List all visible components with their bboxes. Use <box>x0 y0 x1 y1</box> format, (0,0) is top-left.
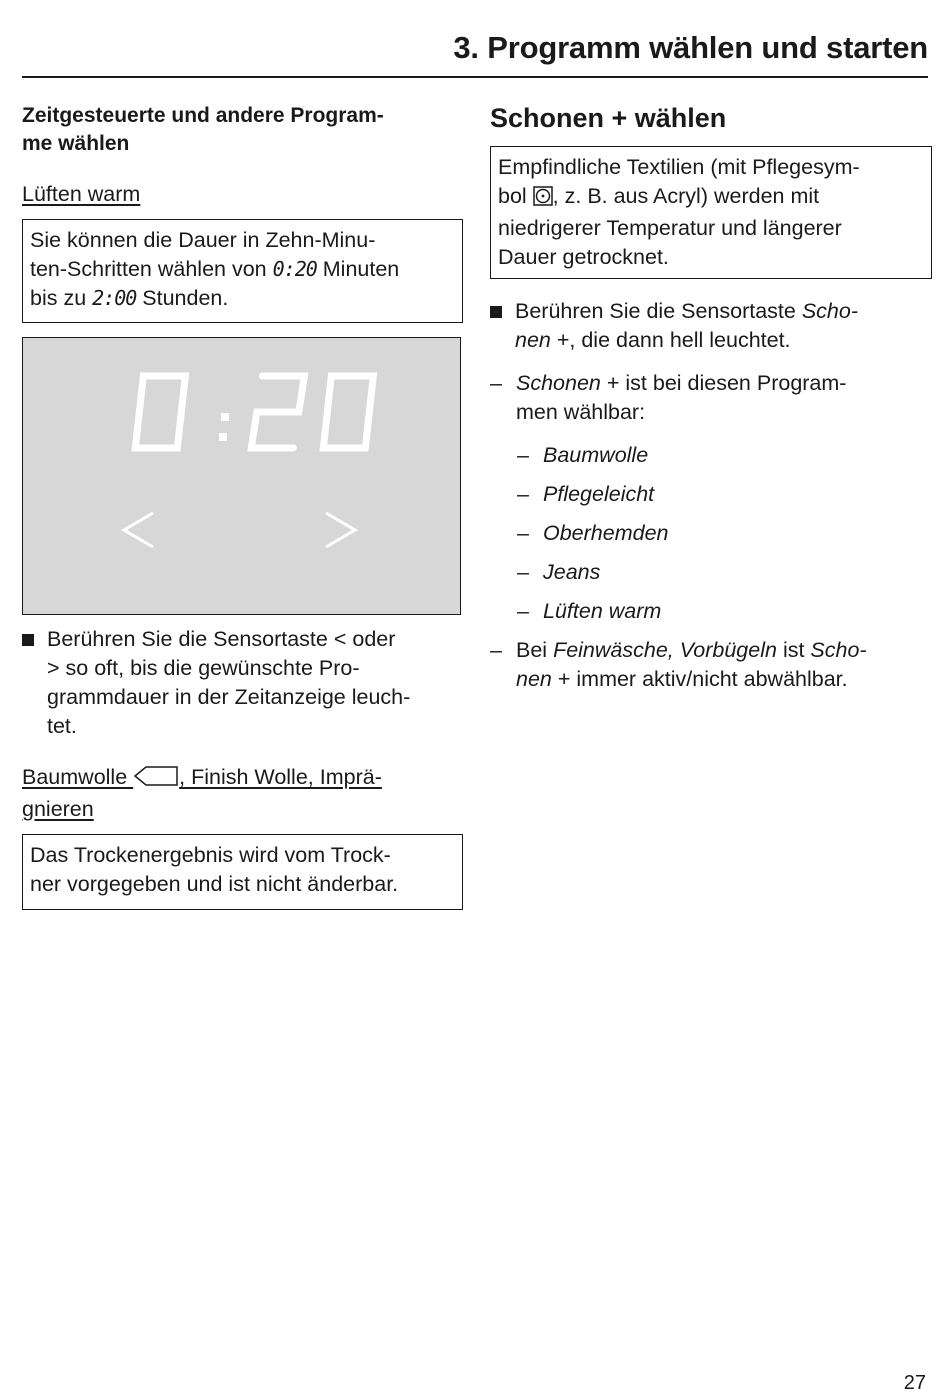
bullet-square-icon <box>490 306 502 318</box>
arrow-right-icon[interactable] <box>326 513 355 547</box>
bullet-square-icon <box>22 634 34 646</box>
iron-shape-icon <box>133 765 179 795</box>
right-column <box>490 100 932 694</box>
lcd-value-min: 0:20 <box>272 257 317 281</box>
bullet-instruction-arrows: Berühren Sie die Sensortaste < oder > so oft, bis die gewünschte Pro- grammdauer in der Zeitanzeige leuch- tet. <box>22 625 463 741</box>
page-number: 27 <box>903 1372 926 1394</box>
info-box-duration: Sie können die Dauer in Zehn-Minu- ten-Schritten wählen von 0:20 Minuten bis zu 2:00 Stunden. <box>22 219 463 323</box>
program-list-item: – Oberhemden <box>517 521 669 545</box>
colon-dot-bottom <box>219 433 227 441</box>
chapter-title: 3. Programm wählen und starten <box>453 30 928 65</box>
subheading-lueften-warm: Lüften warm <box>22 182 141 206</box>
sensor-symbol-greater: > <box>47 656 60 680</box>
sensor-symbol-less: < <box>333 627 347 651</box>
time-digits <box>135 376 373 448</box>
program-list-item: – Lüften warm <box>517 599 662 623</box>
page-header <box>22 28 928 78</box>
subheading-baumwolle: Baumwolle , Finish Wolle, Imprä- gnieren <box>22 765 382 821</box>
program-list-item: – Pflegeleicht <box>517 482 655 506</box>
left-column <box>22 100 463 910</box>
bullet-instruction-schonen: Berühren Sie die Sensortaste Scho- nen +, die dann hell leuchtet. <box>490 297 932 355</box>
section-heading-schonen: Schonen + wählen <box>490 103 727 133</box>
dash-item-available: – Schonen + ist bei diesen Program- men wählbar: <box>490 371 847 424</box>
arrow-left-icon[interactable] <box>124 513 153 547</box>
lcd-value-max: 2:00 <box>92 286 137 310</box>
care-symbol-icon <box>533 185 553 214</box>
display-graphic <box>23 338 462 616</box>
info-box-result: Das Trockenergebnis wird vom Trock- ner vorgegeben und ist nicht änderbar. <box>22 834 463 910</box>
program-list-item: – Jeans <box>517 560 601 584</box>
dash-item-always-active: – Bei Feinwäsche, Vorbügeln ist Scho- nen + immer aktiv/nicht abwählbar. <box>490 638 867 691</box>
program-list-item: – Baumwolle <box>517 443 649 467</box>
time-display-panel <box>22 337 461 615</box>
info-box-delicate: Empfindliche Textilien (mit Pflegesym- bol , z. B. aus Acryl) werden mit niedrigerer Temperatur und längerer Dauer getrocknet. <box>490 146 932 279</box>
colon-dot-top <box>221 413 229 421</box>
section-heading-timed-programs: Zeitgesteuerte und andere Program- me wählen <box>22 104 384 155</box>
